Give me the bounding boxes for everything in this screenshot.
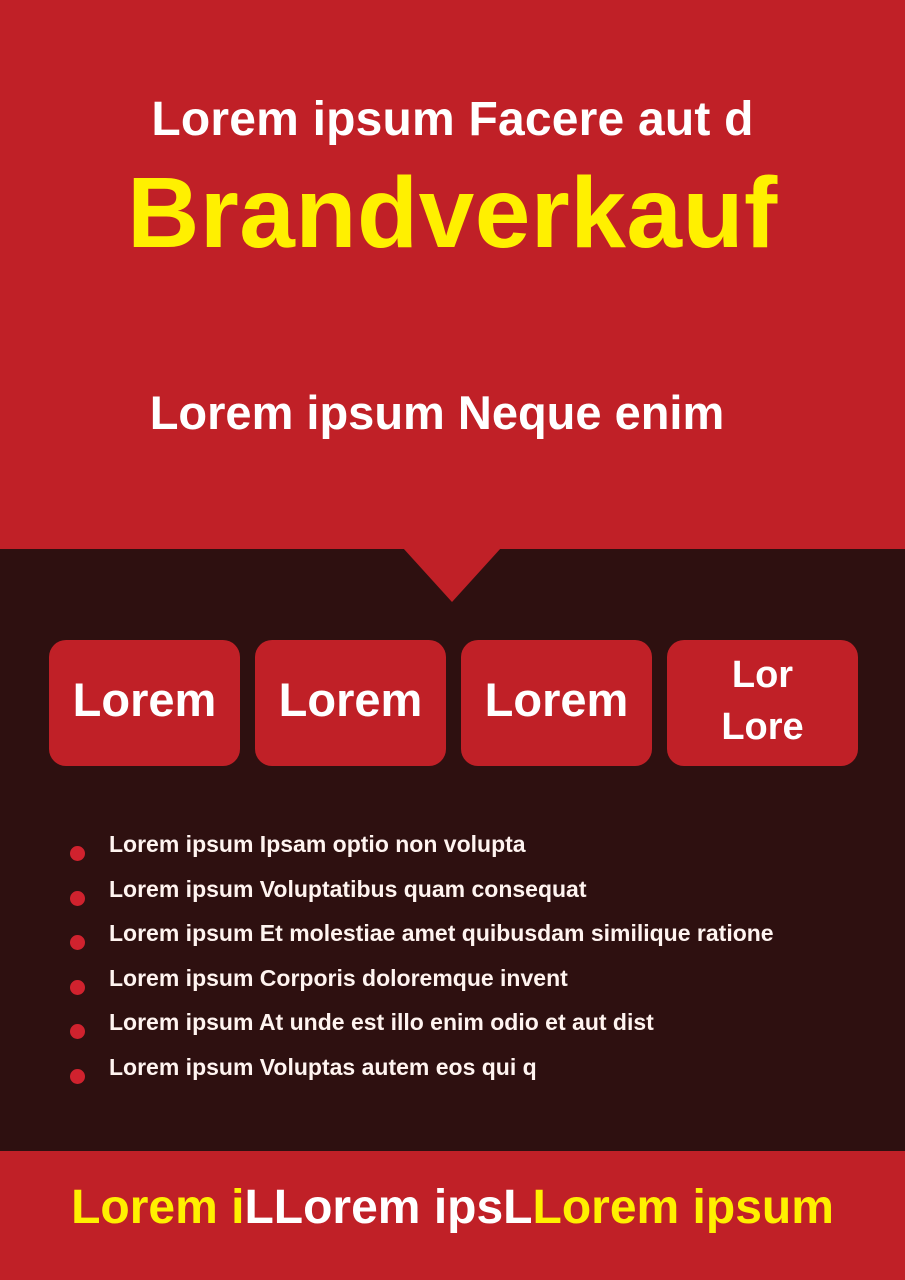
header-banner [0,0,905,549]
list-item [70,1049,774,1094]
bullet-dot-icon [70,846,85,861]
header-subtitle: Lorem ipsum Facere aut d [151,93,754,146]
feature-box-3 [461,640,652,766]
footer-segment-3: Lorem ipsum [532,1181,834,1234]
footer-segment-1: Lorem i [71,1181,245,1234]
feature-box-label: Lorem [278,673,423,726]
bullet-list [70,826,774,1094]
list-item-text: Lorem ipsum Voluptas autem eos qui q [109,1053,537,1080]
bullet-dot-icon [70,980,85,995]
feature-box-2 [255,640,446,766]
list-item [70,871,774,916]
list-item-text: Lorem ipsum Et molestiae amet quibusdam similique ratione [109,920,774,947]
feature-box-label: Lorem [484,673,629,726]
bullet-dot-icon [70,935,85,950]
feature-box-4 [667,640,858,766]
feature-box-label: Lorem [72,673,217,726]
list-item-text: Lorem ipsum At unde est illo enim odio et aut dist [109,1009,654,1036]
feature-box-1 [49,640,240,766]
list-item [70,826,774,871]
footer-segment-2: LLorem ipsL [244,1181,533,1234]
header-tagline: Lorem ipsum Neque enim [149,386,725,439]
bullet-dot-icon [70,1069,85,1084]
list-item-text: Lorem ipsum Voluptatibus quam consequat [109,875,587,902]
bullet-dot-icon [70,891,85,906]
feature-box-label-line-1: Lor [731,654,794,696]
feature-boxes [49,640,858,766]
page-title: Brandverkauf [127,157,778,269]
list-item [70,1004,774,1049]
list-item-text: Lorem ipsum Corporis doloremque invent [109,964,568,991]
feature-box-label-line-2: Lore [721,706,804,748]
bullet-dot-icon [70,1024,85,1039]
footer-text [0,1179,905,1237]
list-item-text: Lorem ipsum Ipsam optio non volupta [109,831,526,857]
list-item [70,960,774,1005]
list-item [70,915,774,960]
pointer-triangle [403,548,501,602]
